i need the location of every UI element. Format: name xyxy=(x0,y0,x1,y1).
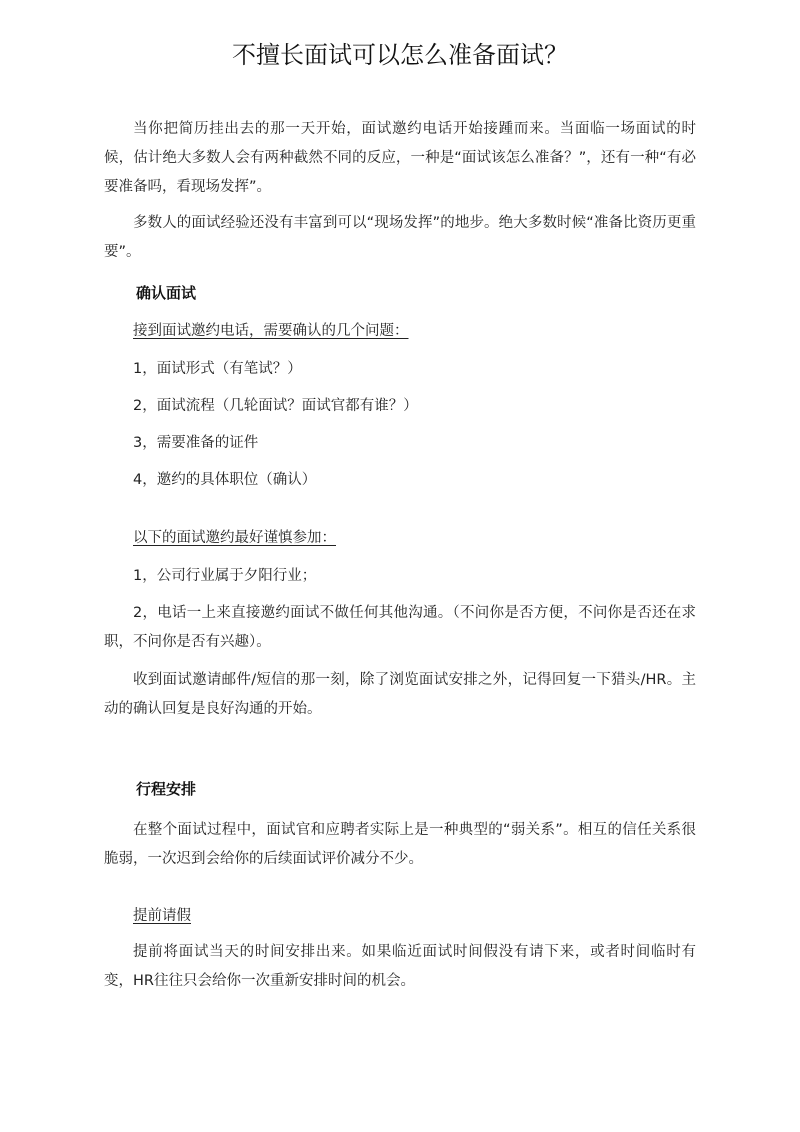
list-item: 3，需要准备的证件 xyxy=(133,435,259,451)
list-item: 4，邀约的具体职位（确认） xyxy=(133,472,317,488)
intro-paragraph-1: 当你把简历挂出去的那一天开始，面试邀约电话开始接踵而来。当面临一场面试的时候，估计绝大多数人会有两种截然不同的反应，一种是“面试该怎么准备？”，还有一种“有必要准备吗，看现场发挥”。 xyxy=(104,121,696,195)
list-item: 2，面试流程（几轮面试？面试官都有谁？） xyxy=(133,398,418,414)
list-item: 2，电话一上来直接邀约面试不做任何其他沟通。（不问你是否方便，不问你是否还在求职，不问你是否有兴趣）。 xyxy=(104,605,696,650)
subheading-cautious-invitations: 以下的面试邀约最好谨慎参加： xyxy=(133,530,336,546)
subheading-questions-to-confirm: 接到面试邀约电话，需要确认的几个问题： xyxy=(133,323,409,339)
schedule-paragraph: 在整个面试过程中，面试官和应聘者实际上是一种典型的“弱关系”。相互的信任关系很脆弱，一次迟到会给你的后续面试评价减分不少。 xyxy=(104,822,696,867)
intro-paragraph-2: 多数人的面试经验还没有丰富到可以“现场发挥”的地步。绝大多数时候“准备比资历更重要”。 xyxy=(104,215,696,260)
closing-paragraph: 收到面试邀请邮件/短信的那一刻，除了浏览面试安排之外，记得回复一下猎头/HR。主动的确认回复是良好沟通的开始。 xyxy=(104,672,696,717)
request-leave-paragraph: 提前将面试当天的时间安排出来。如果临近面试时间假没有请下来，或者时间临时有变，HR往往只会给你一次重新安排时间的机会。 xyxy=(104,944,696,989)
list-item: 1，公司行业属于夕阳行业； xyxy=(133,568,317,584)
document-title: 不擅长面试可以怎么准备面试？ xyxy=(232,41,568,69)
list-item: 1，面试形式（有笔试？） xyxy=(133,361,302,377)
section-heading-schedule: 行程安排 xyxy=(136,780,197,798)
subheading-request-leave: 提前请假 xyxy=(133,908,191,924)
section-heading-confirm-interview: 确认面试 xyxy=(136,284,197,302)
